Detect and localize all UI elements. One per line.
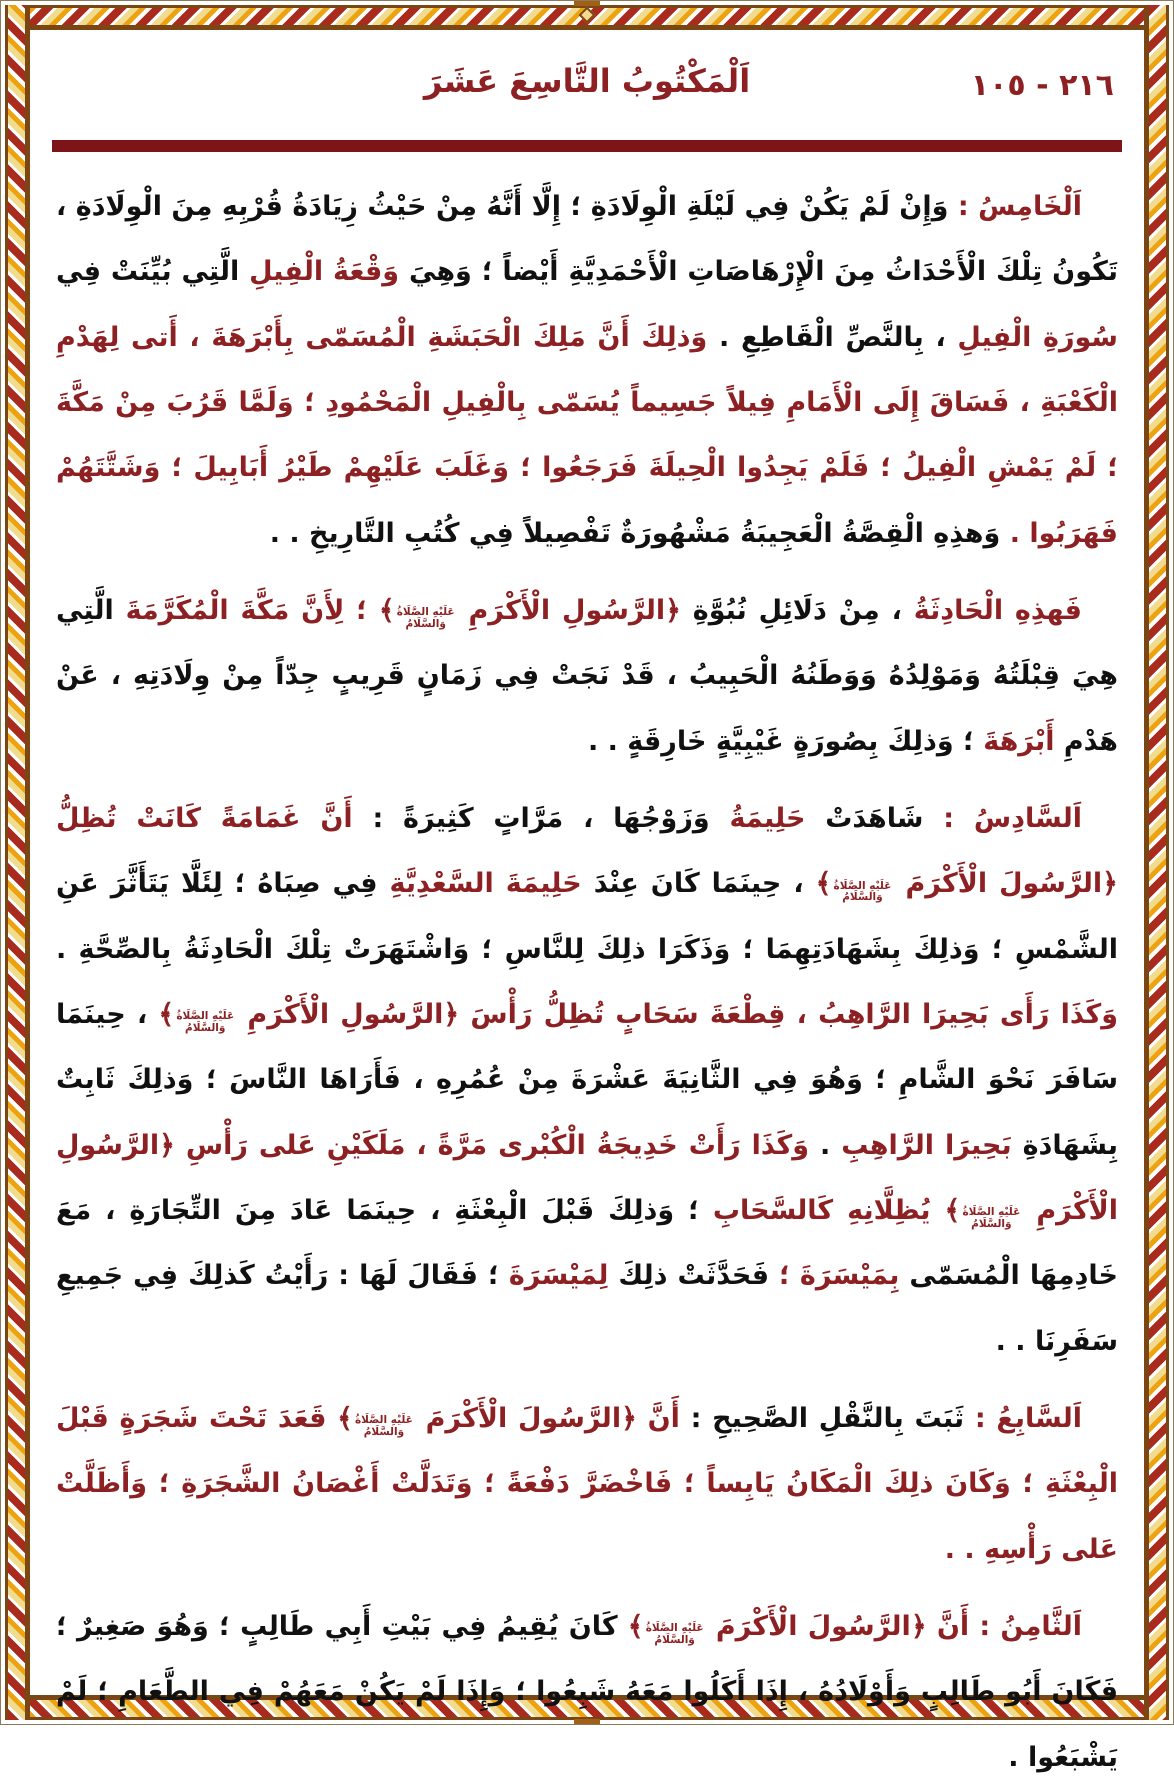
text-run: ﴾ قَعَدَ تَحْتَ شَجَرَةٍ قَبْلَ الْبِعْثَةِ ؛ وَكَانَ ذلِكَ الْمَكَانُ يَابِساً ؛ فَاخْضَرَّ دَفْعَةً ؛ وَتَدَلَّتْ أَغْصَانُ الشَّجَرَةِ ؛ وَأَظَلَّتْ عَلى رَأْسِهِ . .	[56, 1402, 1118, 1565]
text-run: فَهذِهِ الْحَادِثَةُ	[901, 594, 1082, 626]
text-run: ﴾	[617, 1610, 644, 1642]
text-run: ﴾	[803, 868, 832, 900]
pbuh-calligraphy-mark: عَلَيْهِ الصَّلَاةُ وَالسَّلَامُ	[645, 1622, 704, 1646]
pbuh-calligraphy-mark: عَلَيْهِ الصَّلَاةُ وَالسَّلَامُ	[176, 1010, 235, 1034]
paragraph	[56, 1386, 1118, 1582]
body-text	[44, 174, 1130, 1790]
text-run: ﴾ ؛ لِأَنَّ مَكَّةَ الْمُكَرَّمَةَ	[113, 594, 395, 626]
text-run: بِمَيْسَرَةَ ؛	[769, 1260, 900, 1292]
decorative-border-left	[5, 5, 30, 1720]
text-run: ، بِالنَّصِّ الْقَاطِعِ .	[707, 321, 946, 353]
text-run: فَحَدَّثَتْ ذلِكَ	[608, 1260, 770, 1292]
text-run: وَزَوْجُهَا ، مَرَّاتٍ كَثِيرَةً :	[352, 802, 710, 834]
pbuh-calligraphy-mark: عَلَيْهِ الصَّلَاةُ وَالسَّلَامُ	[833, 879, 892, 904]
text-run: سُورَةِ الْفِيلِ	[945, 321, 1118, 353]
paragraph	[56, 174, 1118, 566]
text-run: ، حِينَمَا سَافَرَ نَحْوَ الشَّامِ ؛ وَهُوَ فِي الثَّانِيَةَ عَشْرَةَ مِنْ عُمُرِهِ ، فَأَرَاهَا النَّاسَ ؛ وَذلِكَ ثَابِتٌ بِشَهَادَةِ	[56, 998, 1118, 1161]
text-run: ، حِينَمَا كَانَ عِنْدَ	[581, 868, 804, 900]
text-run: فِي صِبَاهُ ؛ لِئَلَّا يَتَأَثَّرَ عَنِ الشَّمْسِ ؛ وَذلِكَ بِشَهَادَتِهِمَا ؛ وَذَكَرَا ذلِكَ لِلنَّاسِ ؛ وَاشْتَهَرَتْ تِلْكَ الْحَادِثَةُ بِالصِّحَّةِ .	[56, 868, 1118, 965]
text-run: ﴾ يُظِلَّانِهِ كَالسَّحَابِ	[698, 1194, 961, 1226]
page-content	[44, 42, 1130, 1773]
header-divider-rule	[52, 140, 1122, 152]
text-run: أَبْرَهَةَ	[973, 725, 1055, 757]
text-run: أَنَّ ﴿الرَّسُولَ الْأَكْرَمَ	[414, 1402, 680, 1434]
text-run: الَّتِي هِيَ قِبْلَتُهُ وَمَوْلِدُهُ وَوَطَنُهُ الْحَبِيبُ ، قَدْ نَجَتْ فِي زَمَانٍ قَرِيبٍ جِدّاً مِنْ وِلَادَتِهِ ، عَنْ هَدْمِ	[56, 594, 1118, 757]
text-run: اَلسَّابِعُ :	[964, 1402, 1083, 1434]
text-run: ، مِنْ دَلَائِلِ نُبُوَّةِ	[680, 594, 902, 626]
pbuh-calligraphy-mark: عَلَيْهِ الصَّلَاةُ وَالسَّلَامُ	[354, 1414, 413, 1438]
text-run: ؛ وَذلِكَ بِصُورَةٍ غَيْبِيَّةٍ خَارِقَةٍ . .	[587, 725, 974, 757]
text-run: ؛ وَذلِكَ قَبْلَ الْبِعْثَةِ ، حِينَمَا عَادَ مِنَ التِّجَارَةِ ، مَعَ خَادِمِهَا الْمُسَمّى	[56, 1194, 1118, 1292]
paragraph	[56, 578, 1118, 774]
text-run: ﴿الرَّسُولِ الْأَكْرَمِ	[456, 594, 681, 626]
pbuh-calligraphy-mark: عَلَيْهِ الصَّلَاةُ وَالسَّلَامُ	[962, 1206, 1021, 1230]
text-run: شَاهَدَتْ	[805, 802, 924, 834]
text-run: اَلثَّامِنُ : أَنَّ ﴿الرَّسُولَ الْأَكْرَمَ	[705, 1610, 1082, 1642]
paragraph	[56, 786, 1118, 1374]
text-run: وَكَذَا رَأَتْ خَدِيجَةُ الْكُبْرى مَرَّةً ، مَلَكَيْنِ عَلى رَأْسِ ﴿الرَّسُولِ الْأَكْرَمِ	[56, 1129, 1119, 1226]
pbuh-calligraphy-mark: عَلَيْهِ الصَّلَاةُ وَالسَّلَامُ	[396, 606, 455, 630]
text-run: ؛ فَقَالَ لَهَا : رَأَيْتُ كَذلِكَ فِي جَمِيعِ سَفَرِنَا . .	[56, 1260, 1118, 1357]
text-run: ثَبَتَ بِالنَّقْلِ الصَّحِيحِ :	[679, 1402, 965, 1434]
text-run: الَّتِي بُيِّنَتْ فِي	[56, 256, 240, 288]
text-run: كَانَ يُقِيمُ فِي بَيْتِ أَبِي طَالِبٍ ؛ وَهُوَ صَغِيرٌ ؛ فَكَانَ أَبُو طَالِبٍ وَأَوْلَادُهُ ، إِذَا أَكَلُوا مَعَهُ شَبِعُوا ؛ وَإِذَا لَمْ يَكُنْ مَعَهُمْ فِي الطَّعَامِ ؛ لَمْ يَشْبَعُوا .	[56, 1610, 1118, 1773]
text-run: لِمَيْسَرَةَ	[498, 1260, 609, 1292]
text-run: وَقْعَةُ الْفِيلِ	[239, 256, 400, 288]
page-numbers: ٢١٦ - ١٠٥	[970, 68, 1114, 103]
page-title: اَلْمَكْتُوبُ التَّاسِعَ عَشَرَ	[423, 62, 751, 100]
text-run: اَلْخَامِسُ :	[948, 191, 1082, 222]
text-run: وَإِنْ لَمْ يَكُنْ فِي لَيْلَةِ الْوِلَادَةِ ؛ إِلَّا أَنَّهُ مِنْ حَيْثُ زِيَادَةُ قُرْبِهِ مِنَ الْوِلَادَةِ ، تَكُونُ تِلْكَ الْأَحْدَاثُ مِنَ الْإِرْهَاصَاتِ الْأَحْمَدِيَّةِ أَيْضاً ؛ وَهِيَ	[56, 191, 1118, 288]
page-header	[44, 56, 1130, 130]
text-run: أَنَّ غَمَامَةً كَانَتْ تُظِلُّ ﴿الرَّسُولَ الْأَكْرَمَ	[56, 802, 1118, 900]
text-run: حَلِيمَةَ السَّعْدِيَّةِ	[377, 868, 582, 900]
paragraph	[56, 1594, 1118, 1790]
text-run: بَحِيرَا الرَّاهِبِ	[830, 1129, 1012, 1161]
text-run: وَكَذَا رَأَى بَحِيرَا الرَّاهِبُ ، قِطْعَةَ سَحَابٍ تُظِلُّ رَأْسَ ﴿الرَّسُولِ الْأَكْرَمِ	[236, 998, 1118, 1030]
text-run: وَهذِهِ الْقِصَّةُ الْعَجِيبَةُ مَشْهُورَةٌ تَفْصِيلاً فِي كُتُبِ التَّارِيخِ . .	[269, 517, 1001, 549]
text-run: .	[809, 1129, 831, 1161]
text-run: اَلسَّادِسُ :	[923, 802, 1082, 834]
text-run: حَلِيمَةُ	[709, 802, 806, 834]
border-center-tab-top	[574, 1, 600, 6]
decorative-border-right	[1144, 5, 1169, 1720]
text-run: وَذلِكَ أَنَّ مَلِكَ الْحَبَشَةِ الْمُسَمّى بِأَبْرَهَةَ ، أَتى لِهَدْمِ الْكَعْبَةِ ، فَسَاقَ إِلَى الْأَمَامِ فِيلاً جَسِيماً يُسَمّى بِالْفِيلِ الْمَحْمُودِ ؛ وَلَمَّا قَرُبَ مِنْ مَكَّةَ ؛ لَمْ يَمْشِ الْفِيلُ ؛ فَلَمْ يَجِدُوا الْحِيلَةَ فَرَجَعُوا ؛ وَغَلَبَ عَلَيْهِمْ طَيْرُ أَبَابِيلَ ؛ وَشَتَّتَهُمْ فَهَرَبُوا .	[56, 321, 1118, 549]
text-run: ﴾	[147, 998, 175, 1030]
